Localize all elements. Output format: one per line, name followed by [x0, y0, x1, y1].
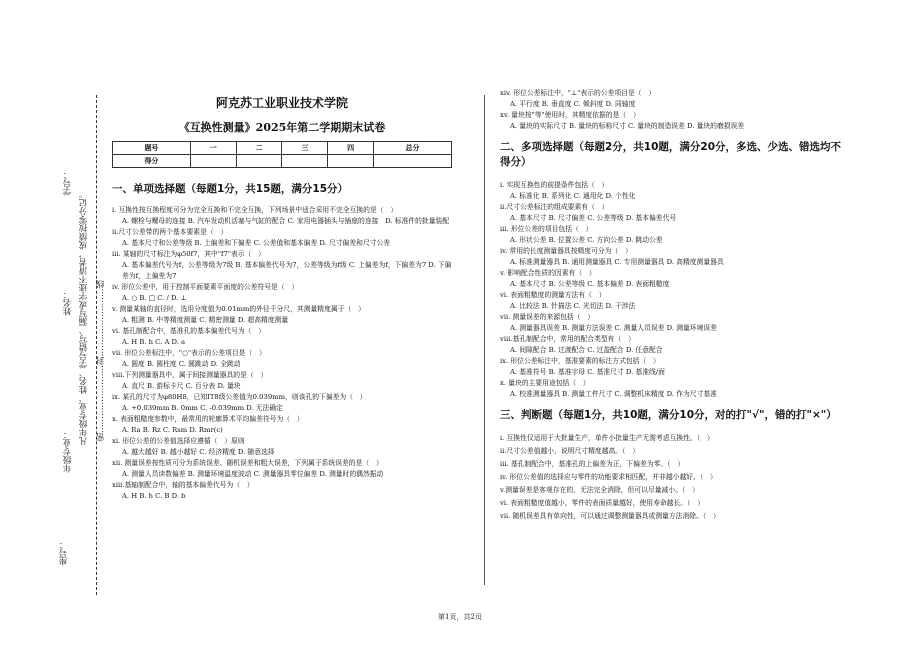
question-item	[500, 110, 845, 132]
question-item	[112, 480, 452, 502]
question-options: A. 校准测量器具 B. 测量工件尺寸 C. 调整机床精度 D. 作为尺寸基准	[510, 390, 717, 398]
question-stem: xii. 测量误差按性质可分为系统误差、随机误差和粗大误差，下列属于系统误差的是（ ）	[112, 459, 383, 467]
question-options: A. 越大越好 B. 越小越好 C. 经济精度 D. 随意选择	[122, 448, 275, 456]
question-stem: vii. 测量误差的来源包括（ ）	[500, 313, 595, 321]
question-options: A. 比较法 B. 针描法 C. 光切法 D. 干涉法	[510, 302, 636, 310]
question-item	[500, 224, 845, 246]
question-item	[112, 392, 452, 414]
score-cell[interactable]	[328, 155, 374, 168]
question-options: A. +0.039mm B. 0mm C. -0.039mm D. 无法确定	[122, 404, 283, 412]
question-item	[112, 282, 452, 304]
question-item	[500, 180, 845, 202]
question-item	[112, 414, 452, 436]
question-stem: xiv. 形位公差标注中，"⊥"表示的公差项目是（ ）	[500, 89, 656, 97]
judgement-item: vii. 随机误差具有单向性，可以通过调整测量器具或测量方法消除。（ ）	[500, 512, 720, 520]
question-stem: xiii.基轴制配合中，轴的基本偏差代号为（ ）	[112, 481, 254, 489]
page-footer: 第1页，共2页	[438, 613, 482, 621]
question-options: A. 基本尺寸 B. 公差等级 C. 基本偏差 D. 表面粗糙度	[510, 280, 670, 288]
question-stem: x. 量块的主要用途包括（ ）	[500, 379, 590, 387]
judgement-item: iv. 形位公差值的选择应与零件的功能要求相匹配，并非越小越好。（ ）	[500, 473, 717, 481]
judgement-item: i. 互换性仅适用于大批量生产，单件小批量生产无需考虑互换性。（ ）	[500, 434, 714, 442]
judgement-item: iii. 基孔制配合中，基准孔的上偏差为正，下偏差为零。（ ）	[500, 460, 685, 468]
question-item	[112, 326, 452, 348]
question-options: A. 基本尺寸 B. 尺寸偏差 C. 公差等级 D. 基本偏差代号	[510, 214, 677, 222]
question-stem: xi. 形位公差的公差值选择应遵循（ ）原则	[112, 437, 245, 445]
left-column	[112, 90, 452, 502]
question-stem: iv. 形位公差中，用于控制平面要素平面度的公差符号是（ ）	[112, 283, 299, 291]
question-item	[500, 246, 845, 268]
question-options: A. 基准符号 B. 基准字母 C. 基准尺寸 D. 基准线/面	[510, 368, 665, 376]
question-options: A. 测量人员读数偏差 B. 测量环境温度波动 C. 测量器具零位偏差 D. 测量时的偶然振动	[122, 470, 384, 478]
question-stem: vi. 基孔制配合中，基准孔的基本偏差代号为（ ）	[112, 327, 266, 335]
notice-text: 凡年级专业、姓名、学号错写、漏写或字迹不清者，成绩按零分记。	[79, 190, 89, 445]
column-divider	[484, 95, 485, 585]
section3-title: 三、判断题（每题1分，共10题，满分10分，对的打"√"，错的打"×"）	[500, 409, 837, 421]
section1-questions	[112, 205, 452, 502]
score-cell[interactable]	[282, 155, 328, 168]
question-options: A. 标准测量器具 B. 通用测量器具 C. 专用测量器具 D. 高精度测量器具	[510, 258, 724, 266]
question-stem: ix. 某孔的尺寸为φ80H8，已知IT8级公差值为0.039mm，则该孔的下偏差为（ ）	[112, 393, 367, 401]
question-options: A. 直尺 B. 游标卡尺 C. 百分表 D. 量块	[122, 382, 241, 390]
question-options: A. 形状公差 B. 位置公差 C. 方向公差 D. 跳动公差	[510, 236, 663, 244]
question-stem: ix. 形位公差标注中，基准要素的标注方式包括（ ）	[500, 357, 660, 365]
question-item	[500, 334, 845, 356]
score-col-4: 四	[328, 142, 374, 155]
score-col-total: 总分	[374, 142, 452, 155]
major-label: 年级专业：	[63, 430, 73, 473]
score-table	[112, 141, 452, 168]
question-options: A. 圆度 B. 圆柱度 C. 圆跳动 D. 全跳动	[122, 360, 241, 368]
right-column	[500, 88, 845, 524]
score-cell[interactable]	[374, 155, 452, 168]
question-item	[500, 378, 845, 400]
question-stem: viii.基孔制配合中，常用的配合类型有（ ）	[500, 335, 635, 343]
section2-questions	[500, 180, 845, 400]
question-options: A. 粗测 B. 中等精度测量 C. 精密测量 D. 超高精度测量	[122, 316, 289, 324]
score-table-header-row	[113, 142, 452, 155]
question-stem: xv. 量块按"等"使用时，其精度依据的是（ ）	[500, 111, 640, 119]
question-options: A. 基本偏差代号为f，公差等级为7级 B. 基本偏差代号为7，公差等级为f级 C. 上偏差为f，下偏差为7 D. 下偏差为f，上偏差为7	[122, 261, 452, 280]
question-item	[112, 458, 452, 480]
question-item	[112, 304, 452, 326]
question-options: A. H B. h C. B D. b	[122, 492, 186, 500]
question-stem: i. 实现互换性的前提条件包括（ ）	[500, 181, 609, 189]
score-col-label: 题号	[113, 142, 191, 155]
question-stem: v. 测量某轴的直径时，选用分度值为0.01mm的外径千分尺，其测量精度属于（ ）	[112, 305, 365, 313]
question-item	[112, 227, 452, 249]
question-stem: v. 影响配合性质的因素有（ ）	[500, 269, 596, 277]
school-name: 阿克苏工业职业技术学院	[215, 96, 348, 110]
section3-questions	[500, 433, 845, 522]
score-cell[interactable]	[236, 155, 282, 168]
question-item	[112, 348, 452, 370]
question-item	[500, 88, 845, 110]
question-options: A. 基本尺寸和公差等级 B. 上偏差和下偏差 C. 公差值和基本偏差 D. 尺寸偏差和尺寸公差	[122, 239, 391, 247]
question-item	[112, 205, 452, 227]
question-stem: iii. 形位公差的项目包括（ ）	[500, 225, 593, 233]
question-options: A. 平行度 B. 垂直度 C. 倾斜度 D. 同轴度	[510, 100, 636, 108]
question-options: A. ○ B. □ C. / D. ⊥	[122, 294, 187, 302]
question-stem: i. 互换性按互换程度可分为完全互换和不完全互换，下列场景中适合采用不完全互换的是（ ）	[112, 206, 398, 214]
question-stem: ii.尺寸公差带的两个基本要素是（ ）	[112, 228, 228, 236]
judgement-item: v.测量误差是客观存在的，无法完全消除，但可以尽量减小。（ ）	[500, 486, 699, 494]
question-item	[112, 370, 452, 392]
question-stem: x. 表面粗糙度参数中，最常用的轮廓算术平均偏差符号为（ ）	[112, 415, 304, 423]
question-stem: viii.下列测量器具中，属于间接测量器具的是（ ）	[112, 371, 268, 379]
section2-title: 二、多项选择题（每题2分，共10题，满分20分，多选、少选、错选均不得分）	[500, 141, 842, 168]
score-table-score-row	[113, 155, 452, 168]
score-row-label: 得分	[113, 155, 191, 168]
student-id-label: 学号：	[63, 170, 73, 196]
score-col-2: 二	[236, 142, 282, 155]
section1-continued	[500, 88, 845, 132]
score-cell[interactable]	[190, 155, 236, 168]
judgement-item: ii.尺寸公差值越小，说明尺寸精度越高。（ ）	[500, 447, 640, 455]
question-item	[500, 268, 845, 290]
section1-title: 一、单项选择题（每题1分，共15题，满分15分）	[112, 183, 349, 195]
question-item	[500, 290, 845, 312]
seal-dashed-line	[96, 95, 97, 595]
question-options: A. 间隙配合 B. 过渡配合 C. 过盈配合 D. 任意配合	[510, 346, 663, 354]
question-options: A. Ra B. Rz C. Rsm D. Rmr(c)	[122, 426, 223, 434]
question-stem: vi. 表面粗糙度的测量方法有（ ）	[500, 291, 606, 299]
score-col-1: 一	[190, 142, 236, 155]
seat-label: 座号：	[59, 540, 69, 566]
exam-title: 《互换性测量》2025年第二学期期末试卷	[178, 121, 386, 134]
question-stem: iii. 某轴的尺寸标注为φ50f7，其中"f7"表示（ ）	[112, 250, 265, 258]
question-item	[500, 202, 845, 224]
binding-margin	[50, 160, 106, 580]
question-options: A. 螺栓与螺母的连接 B. 汽车发动机活塞与气缸的配合 C. 家用电器插头与插座的连接 D. 标准件的批量装配	[122, 217, 450, 225]
question-options: A. H B. h C. A D. a	[122, 338, 186, 346]
judgement-item: vi. 表面粗糙度值越小，零件的表面质量越好，使用寿命越长。（ ）	[500, 499, 705, 507]
seal-line-text: 密……………………封……………………线	[96, 280, 106, 442]
name-label: 姓名：	[63, 290, 73, 316]
score-col-3: 三	[282, 142, 328, 155]
question-item	[112, 249, 452, 282]
question-stem: vii. 形位公差标注中，"○"表示的公差项目是（ ）	[112, 349, 266, 357]
question-item	[500, 356, 845, 378]
question-options: A. 标准化 B. 系列化 C. 通用化 D. 个性化	[510, 192, 636, 200]
question-stem: ii.尺寸公差标注的组成要素有（ ）	[500, 203, 609, 211]
question-options: A. 量块的实际尺寸 B. 量块的标称尺寸 C. 量块的制造误差 D. 量块的磨损误差	[510, 122, 745, 130]
question-options: A. 测量器具误差 B. 测量方法误差 C. 测量人员误差 D. 测量环境误差	[510, 324, 717, 332]
question-stem: iv. 常用的长度测量器具按精度可分为（ ）	[500, 247, 632, 255]
question-item	[112, 436, 452, 458]
question-item	[500, 312, 845, 334]
